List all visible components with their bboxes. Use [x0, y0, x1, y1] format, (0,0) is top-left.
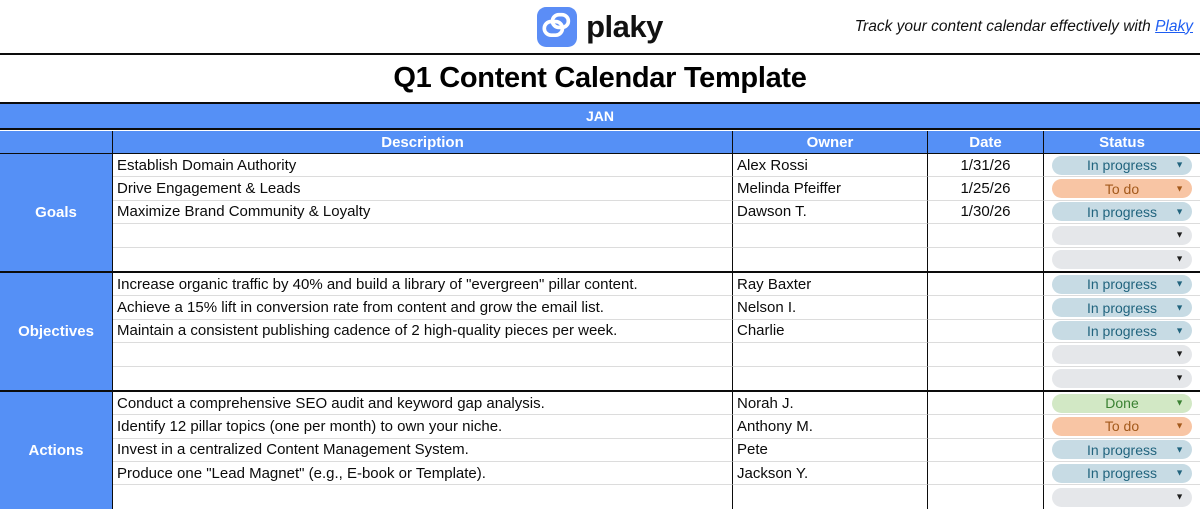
- status-dropdown[interactable]: [1052, 321, 1192, 340]
- status-cell: [1044, 248, 1200, 271]
- date-cell[interactable]: [928, 248, 1044, 271]
- status-cell: [1044, 462, 1200, 485]
- status-cell: [1044, 392, 1200, 415]
- date-cell[interactable]: [928, 485, 1044, 508]
- section-label-objectives: Objectives: [0, 273, 113, 390]
- status-dropdown[interactable]: [1052, 488, 1192, 507]
- status-dropdown[interactable]: [1052, 394, 1192, 413]
- status-dropdown[interactable]: [1052, 369, 1192, 388]
- status-label: In progress: [1086, 299, 1158, 316]
- dropdown-arrow-icon[interactable]: ▼: [1175, 278, 1184, 289]
- dropdown-arrow-icon[interactable]: ▼: [1175, 467, 1184, 478]
- status-cell: [1044, 296, 1200, 319]
- description-cell[interactable]: Conduct a comprehensive SEO audit and keyword gap analysis.: [113, 392, 733, 415]
- owner-cell[interactable]: Charlie: [733, 320, 928, 343]
- column-header-status: Status: [1044, 131, 1200, 153]
- description-cell[interactable]: [113, 485, 733, 508]
- owner-cell[interactable]: [733, 367, 928, 390]
- dropdown-arrow-icon[interactable]: ▼: [1175, 444, 1184, 455]
- tagline: [855, 18, 1193, 36]
- plaky-wordmark: plaky: [586, 8, 663, 44]
- dropdown-arrow-icon[interactable]: ▼: [1175, 325, 1184, 336]
- top-header: [0, 0, 1200, 55]
- date-cell[interactable]: [928, 415, 1044, 438]
- section-actions: [0, 392, 1200, 509]
- owner-cell[interactable]: Alex Rossi: [733, 154, 928, 177]
- description-cell[interactable]: [113, 343, 733, 366]
- status-label: In progress: [1086, 322, 1158, 339]
- section-label-goals: Goals: [0, 154, 113, 271]
- plaky-link[interactable]: Plaky: [1155, 17, 1193, 35]
- column-header-row: [0, 131, 1200, 154]
- dropdown-arrow-icon[interactable]: ▼: [1175, 253, 1184, 264]
- owner-cell[interactable]: Dawson T.: [733, 201, 928, 224]
- status-cell: [1044, 154, 1200, 177]
- date-cell[interactable]: [928, 296, 1044, 319]
- status-dropdown[interactable]: [1052, 226, 1192, 245]
- date-cell[interactable]: [928, 320, 1044, 343]
- status-label: Done: [1105, 395, 1139, 412]
- status-label: To do: [1104, 180, 1140, 197]
- section-goals: [0, 154, 1200, 273]
- description-cell[interactable]: Establish Domain Authority: [113, 154, 733, 177]
- description-cell[interactable]: [113, 367, 733, 390]
- date-cell[interactable]: [928, 392, 1044, 415]
- status-cell: [1044, 224, 1200, 247]
- plaky-logo-icon: [537, 7, 577, 47]
- status-label: In progress: [1086, 157, 1158, 174]
- dropdown-arrow-icon[interactable]: ▼: [1175, 229, 1184, 240]
- status-cell: [1044, 439, 1200, 462]
- status-dropdown[interactable]: [1052, 179, 1192, 198]
- owner-cell[interactable]: [733, 485, 928, 508]
- plaky-logo: [537, 7, 663, 47]
- description-cell[interactable]: Drive Engagement & Leads: [113, 177, 733, 200]
- description-cell[interactable]: Identify 12 pillar topics (one per month) to own your niche.: [113, 415, 733, 438]
- calendar-table: [0, 154, 1200, 509]
- status-dropdown[interactable]: [1052, 202, 1192, 221]
- column-header-description: Description: [113, 131, 733, 153]
- status-cell: [1044, 485, 1200, 508]
- title-bar: [0, 55, 1200, 104]
- page-title: Q1 Content Calendar Template: [393, 62, 807, 94]
- dropdown-arrow-icon[interactable]: ▼: [1175, 348, 1184, 359]
- owner-cell[interactable]: Ray Baxter: [733, 273, 928, 296]
- dropdown-arrow-icon[interactable]: ▼: [1175, 491, 1184, 502]
- dropdown-arrow-icon[interactable]: ▼: [1175, 420, 1184, 431]
- status-cell: [1044, 177, 1200, 200]
- status-cell: [1044, 415, 1200, 438]
- owner-cell[interactable]: [733, 248, 928, 271]
- tagline-text: Track your content calendar effectively with: [854, 17, 1156, 35]
- status-label: To do: [1104, 418, 1140, 435]
- date-cell[interactable]: [928, 367, 1044, 390]
- section-label-actions: Actions: [0, 392, 113, 509]
- description-cell[interactable]: Maximize Brand Community & Loyalty: [113, 201, 733, 224]
- status-dropdown[interactable]: [1052, 156, 1192, 175]
- description-cell[interactable]: [113, 224, 733, 247]
- date-cell[interactable]: 1/31/26: [928, 154, 1044, 177]
- status-cell: [1044, 367, 1200, 390]
- section-objectives: [0, 273, 1200, 392]
- dropdown-arrow-icon[interactable]: ▼: [1175, 397, 1184, 408]
- status-label: In progress: [1086, 203, 1158, 220]
- dropdown-arrow-icon[interactable]: ▼: [1175, 206, 1184, 217]
- status-cell: [1044, 273, 1200, 296]
- owner-cell[interactable]: Nelson I.: [733, 296, 928, 319]
- date-cell[interactable]: [928, 224, 1044, 247]
- description-cell[interactable]: Increase organic traffic by 40% and build a library of "evergreen" pillar content.: [113, 273, 733, 296]
- date-cell[interactable]: [928, 273, 1044, 296]
- status-cell: [1044, 201, 1200, 224]
- owner-cell[interactable]: Anthony M.: [733, 415, 928, 438]
- date-cell[interactable]: 1/25/26: [928, 177, 1044, 200]
- dropdown-arrow-icon[interactable]: ▼: [1175, 183, 1184, 194]
- status-dropdown[interactable]: [1052, 440, 1192, 459]
- status-label: In progress: [1086, 276, 1158, 293]
- status-dropdown[interactable]: [1052, 345, 1192, 364]
- column-header-date: Date: [928, 131, 1044, 153]
- description-cell[interactable]: [113, 248, 733, 271]
- owner-cell[interactable]: Pete: [733, 439, 928, 462]
- description-cell[interactable]: Produce one "Lead Magnet" (e.g., E-book or Template).: [113, 462, 733, 485]
- description-cell[interactable]: Maintain a consistent publishing cadence of 2 high-quality pieces per week.: [113, 320, 733, 343]
- status-cell: [1044, 343, 1200, 366]
- column-header-owner: Owner: [733, 131, 928, 153]
- description-cell[interactable]: Achieve a 15% lift in conversion rate from content and grow the email list.: [113, 296, 733, 319]
- status-label: In progress: [1086, 465, 1158, 482]
- owner-cell[interactable]: [733, 343, 928, 366]
- date-cell[interactable]: [928, 439, 1044, 462]
- status-label: In progress: [1086, 441, 1158, 458]
- owner-cell[interactable]: Jackson Y.: [733, 462, 928, 485]
- corner-header-cell: [0, 131, 113, 153]
- status-dropdown[interactable]: [1052, 417, 1192, 436]
- date-cell[interactable]: 1/30/26: [928, 201, 1044, 224]
- date-cell[interactable]: [928, 343, 1044, 366]
- status-cell: [1044, 320, 1200, 343]
- owner-cell[interactable]: Norah J.: [733, 392, 928, 415]
- status-dropdown[interactable]: [1052, 464, 1192, 483]
- dropdown-arrow-icon[interactable]: ▼: [1175, 302, 1184, 313]
- status-dropdown[interactable]: [1052, 275, 1192, 294]
- date-cell[interactable]: [928, 462, 1044, 485]
- owner-cell[interactable]: [733, 224, 928, 247]
- owner-cell[interactable]: Melinda Pfeiffer: [733, 177, 928, 200]
- dropdown-arrow-icon[interactable]: ▼: [1175, 372, 1184, 383]
- dropdown-arrow-icon[interactable]: ▼: [1175, 159, 1184, 170]
- status-dropdown[interactable]: [1052, 250, 1192, 269]
- month-header: JAN: [0, 104, 1200, 130]
- description-cell[interactable]: Invest in a centralized Content Management System.: [113, 439, 733, 462]
- status-dropdown[interactable]: [1052, 298, 1192, 317]
